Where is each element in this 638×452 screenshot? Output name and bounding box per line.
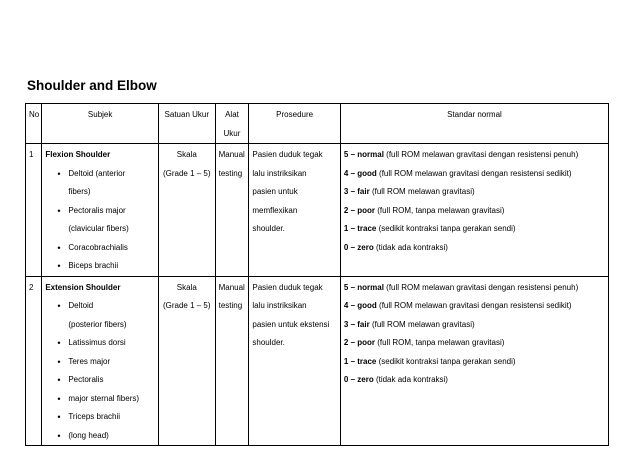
grade-label: 0 – zero [343,375,374,384]
grade-label: 3 – fair [343,319,370,329]
alat-ukur-line: testing [218,301,243,310]
muscle-list-item: fibers) [68,187,91,196]
muscle-list [45,165,155,276]
table-row [26,276,609,446]
alat-ukur-line: Manual [218,150,245,159]
header-alat-ukur-line: Alat [225,110,239,119]
satuan-ukur-line: Skala [176,150,197,159]
header-prosedure: Prosedure [249,104,341,144]
grade-line [344,202,605,221]
muscle-list-item: • (long head) [45,427,155,446]
grade-label: 2 – poor [343,205,376,215]
grade-description: (full ROM melawan gravitasi dengan resistensi penuh) [386,282,579,292]
row-number: 2 [26,276,42,446]
grade-label: 2 – poor [343,338,376,347]
muscle-list-item: • Coracobrachialis [45,239,155,258]
grade-line [344,297,605,316]
grade-line [344,239,605,258]
header-no: No [26,104,42,144]
grade-description: (full ROM, tanpa melawan gravitasi) [377,205,505,215]
standar-normal-cell [340,276,608,446]
muscle-list-item: (posterior fibers) [68,319,127,329]
grade-line [344,183,605,202]
grade-line [344,279,605,298]
grade-line [344,371,605,390]
muscle-list-item: • Biceps brachii [45,257,155,276]
prosedur-line: pasien untuk [252,187,298,196]
muscle-list-item: • Deltoid (anterior [45,165,155,184]
prosedur-cell [249,144,341,277]
muscle-list-item: • Triceps brachii [45,408,155,427]
grade-label: 1 – trace [343,356,377,366]
satuan-ukur-line: Skala [176,282,197,292]
grade-description: (tidak ada kontraksi) [375,375,448,384]
grade-line [344,353,605,372]
grade-line [344,220,605,239]
grade-line [344,146,605,165]
muscle-list-item: • Pectoralis major [45,202,155,221]
grade-label: 4 – good [343,168,377,178]
grade-label: 5 – normal [343,150,384,159]
prosedur-line: Pasien duduk tegak [252,282,323,292]
prosedur-line: lalu instriksikan [252,301,307,310]
document-title: Shoulder and Elbow [27,78,157,93]
prosedur-cell [249,276,341,446]
header-standar-normal: Standar normal [340,104,608,144]
alat-ukur-cell [215,144,249,277]
grade-description: (sedikit kontraksi tanpa gerakan sendi) [378,224,516,233]
assessment-table [25,103,609,446]
table-row [26,144,609,277]
header-alat-ukur-line: Ukur [223,128,241,138]
grade-description: (full ROM melawan gravitasi) [371,187,475,196]
grade-description: (full ROM, tanpa melawan gravitasi) [377,338,505,347]
satuan-ukur-line: (Grade 1 – 5) [162,301,211,310]
grade-label: 0 – zero [343,242,374,252]
alat-ukur-line: Manual [218,282,245,292]
muscle-list-item: (clavicular fibers) [68,224,129,233]
subject-title: Extension Shoulder [45,282,121,292]
prosedur-line: pasien untuk ekstensi [252,319,330,329]
muscle-list [45,297,155,445]
grade-label: 1 – trace [343,224,377,233]
grade-description: (full ROM melawan gravitasi dengan resistensi sedikit) [379,301,572,310]
header-alat-ukur [215,104,249,144]
grade-description: (tidak ada kontraksi) [375,242,448,252]
grade-label: 3 – fair [343,187,370,196]
alat-ukur-cell [215,276,249,446]
prosedur-line: shoulder. [252,338,285,347]
grade-description: (sedikit kontraksi tanpa gerakan sendi) [378,356,516,366]
prosedur-line: shoulder. [252,224,285,233]
grade-description: (full ROM melawan gravitasi dengan resistensi sedikit) [379,168,572,178]
prosedur-line: memflexikan [252,205,298,215]
muscle-list-item: • major sternal fibers) [45,390,155,409]
satuan-ukur-line: (Grade 1 – 5) [162,168,211,178]
alat-ukur-line: testing [218,168,243,178]
header-row [26,104,609,144]
grade-description: (full ROM melawan gravitasi dengan resistensi penuh) [386,150,579,159]
muscle-list-item: • Deltoid [45,297,155,316]
grade-description: (full ROM melawan gravitasi) [371,319,475,329]
grade-line [344,165,605,184]
standar-normal-cell [340,144,608,277]
muscle-list-item: • Pectoralis [45,371,155,390]
muscle-list-item: • Teres major [45,353,155,372]
prosedur-line: Pasien duduk tegak [252,150,323,159]
grade-line [344,334,605,353]
prosedur-line: lalu instriksikan [252,168,307,178]
satuan-ukur-cell [158,144,215,277]
header-subjek: Subjek [42,104,159,144]
row-number: 1 [26,144,42,277]
grade-label: 5 – normal [343,282,384,292]
muscle-list-item: • Latissimus dorsi [45,334,155,353]
subject-title: Flexion Shoulder [45,150,111,159]
subject-cell [42,144,159,277]
grade-line [344,316,605,335]
grade-label: 4 – good [343,301,377,310]
satuan-ukur-cell [158,276,215,446]
subject-cell [42,276,159,446]
header-satuan-ukur: Satuan Ukur [158,104,215,144]
